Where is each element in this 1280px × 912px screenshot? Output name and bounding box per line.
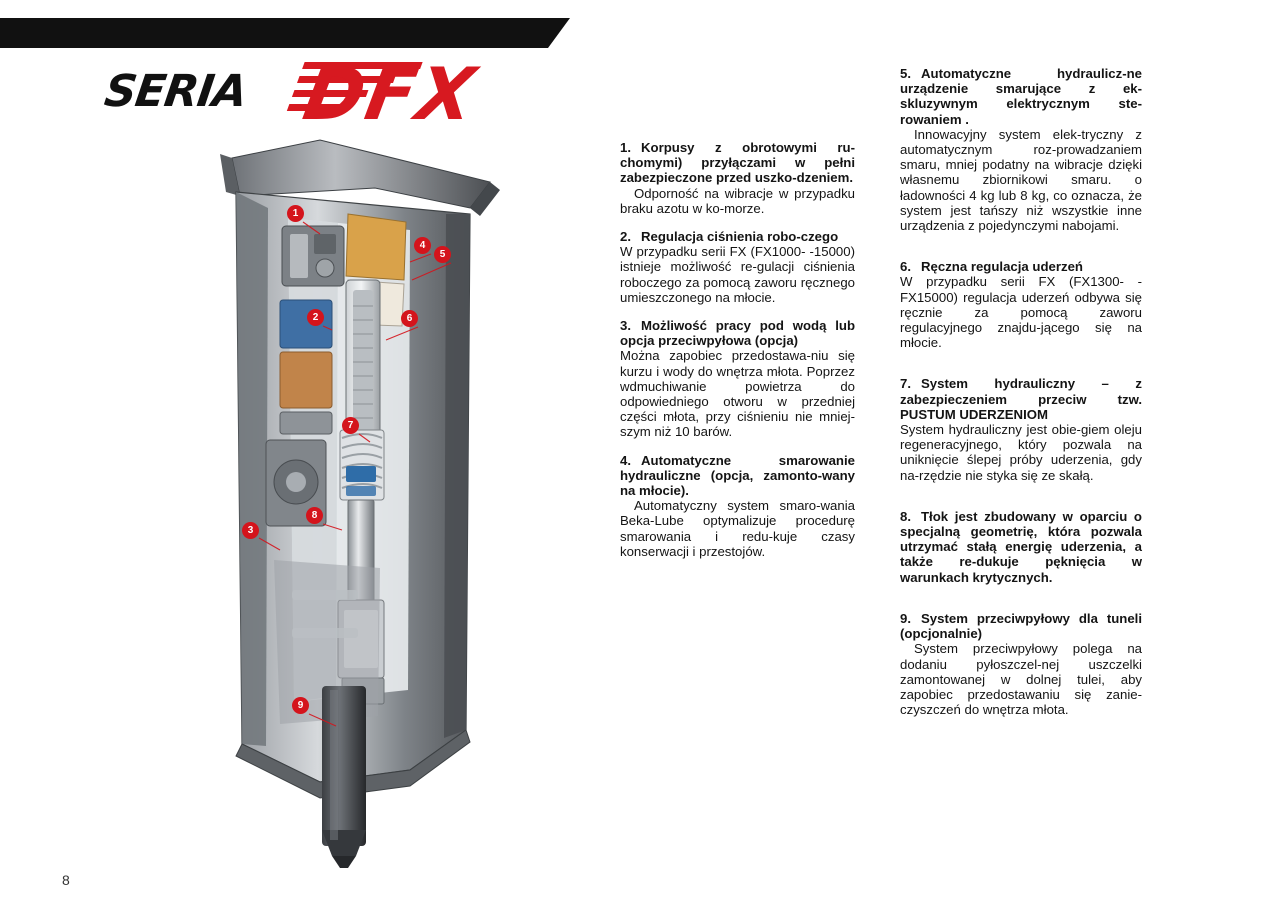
header-band: [0, 18, 548, 48]
feature-2-heading: [620, 229, 855, 244]
feature-3-title: Możliwość pracy pod wodą lub opcja przeciwpyłowa (opcja): [620, 318, 855, 349]
brand-logo: [101, 52, 535, 136]
feature-4-number: 4.: [620, 452, 631, 468]
feature-item-5: [900, 66, 1142, 233]
breaker-cutaway-drawing: [170, 130, 530, 870]
feature-8-title: Tłok jest zbudowany w oparciu o specjalną geometrię, która pozwala utrzymać stałą energię uderzenia, a także re-dukuje pęknięcia w warunkach krytycznych.: [900, 508, 1142, 585]
callout-marker-2: 2: [307, 309, 324, 326]
feature-6-body: W przypadku serii FX (FX1300- -FX15000) regulacja uderzeń odbywa się ręcznie za pomocą zaworu regulacyjnego znajdu-jącego się na młocie.: [900, 274, 1142, 351]
feature-item-9: [900, 611, 1142, 717]
feature-1-title: Korpusy z obrotowymi ru-chomymi) przyłączami w pełni zabezpieczone przed uszko-dzeniem.: [620, 140, 855, 186]
feature-7-heading: [900, 376, 1142, 422]
feature-item-8: [900, 509, 1142, 585]
feature-6-heading: [900, 259, 1142, 274]
feature-2-title: Regulacja ciśnienia robo-czego: [641, 229, 839, 245]
feature-5-title: Automatyczne hydraulicz-ne urządzenie smarujące z ek-skluzywnym elektrycznym ste-rowaniem .: [900, 66, 1142, 127]
feature-5-body: Innowacyjny system elek-tryczny z automatycznym roz-prowadzaniem smaru, mniej podatny na wibracje dzięki własnemu zbiornikowi smaru. o ładowności 4 kg lub 8 kg, co oznacza, że system jest tańszy niż wszystkie inne urządzenia z pojedynczymi nabojami.: [900, 126, 1142, 234]
feature-column-right: [900, 66, 1142, 717]
feature-item-4: [620, 453, 855, 559]
feature-1-heading: [620, 140, 855, 186]
feature-6-title: Ręczna regulacja uderzeń: [921, 259, 1083, 275]
feature-3-number: 3.: [620, 318, 631, 334]
feature-6-number: 6.: [900, 259, 911, 275]
feature-4-body: Automatyczny system smaro-wania Beka-Lube optymalizuje procedurę smarowania i redu-kuje czasy konserwacji i przestojów.: [620, 498, 855, 559]
feature-7-title: System hydrauliczny – z zabezpieczeniem przeciw tzw. PUSTUM UDERZENIOM: [900, 376, 1142, 422]
logo-series-word: SERIA: [101, 66, 250, 117]
feature-item-1: [620, 140, 855, 216]
feature-1-body: Odporność na wibracje w przypadku braku azotu w ko-morze.: [620, 185, 855, 216]
feature-item-6: [900, 259, 1142, 350]
feature-2-body: W przypadku serii FX (FX1000- -15000) istnieje możliwość re-gulacji ciśnienia roboczego za pomocą zaworu ręcznego umieszczonego na młocie.: [620, 244, 855, 305]
feature-3-heading: [620, 318, 855, 348]
feature-4-heading: [620, 453, 855, 499]
logo-model-word: DFX: [297, 52, 483, 136]
feature-3-body: Można zapobiec przedostawa-niu się kurzu i wody do wnętrza młota. Poprzez wdmuchiwanie powietrza do odpowiedniego otworu w przedniej części młota, przy ciśnieniu nie mniej-szym niż 10 barów.: [620, 348, 855, 440]
feature-5-heading: [900, 66, 1142, 127]
callout-marker-9: 9: [292, 697, 309, 714]
feature-item-2: [620, 229, 855, 305]
page-number: 8: [62, 872, 70, 888]
feature-9-title: System przeciwpyłowy dla tuneli (opcjonalnie): [900, 610, 1142, 642]
feature-2-number: 2.: [620, 229, 631, 245]
feature-7-number: 7.: [900, 376, 911, 392]
hydraulic-breaker-illustration: [170, 130, 530, 870]
feature-9-number: 9.: [900, 610, 911, 626]
feature-9-heading: [900, 611, 1142, 641]
feature-1-number: 1.: [620, 140, 631, 155]
callout-marker-6: 6: [401, 310, 418, 327]
feature-8-number: 8.: [900, 508, 911, 524]
feature-column-middle: [620, 140, 855, 559]
feature-9-body: System przeciwpyłowy polega na dodaniu pyłoszczel-nej uszczelki zamontowanej w dolnej tulei, aby zapobiec przedostawaniu się zanie-czyszczeń do wnętrza młota.: [900, 641, 1142, 718]
callout-marker-5: 5: [434, 246, 451, 263]
callout-marker-4: 4: [414, 237, 431, 254]
callout-marker-8: 8: [306, 507, 323, 524]
callout-marker-1: 1: [287, 205, 304, 222]
callout-marker-3: 3: [242, 522, 259, 539]
feature-7-body: System hydrauliczny jest obie-giem oleju regeneracyjnego, który pozwala na uniknięcie ślepej próby uderzenia, gdy na-rzędzie nie styka się ze skałą.: [900, 422, 1142, 483]
feature-8-heading: [900, 509, 1142, 585]
feature-item-7: [900, 376, 1142, 482]
feature-item-3: [620, 318, 855, 440]
feature-4-title: Automatyczne smarowanie hydrauliczne (opcja, zamonto-wany na młocie).: [620, 452, 855, 499]
callout-marker-7: 7: [342, 417, 359, 434]
feature-5-number: 5.: [900, 66, 911, 81]
